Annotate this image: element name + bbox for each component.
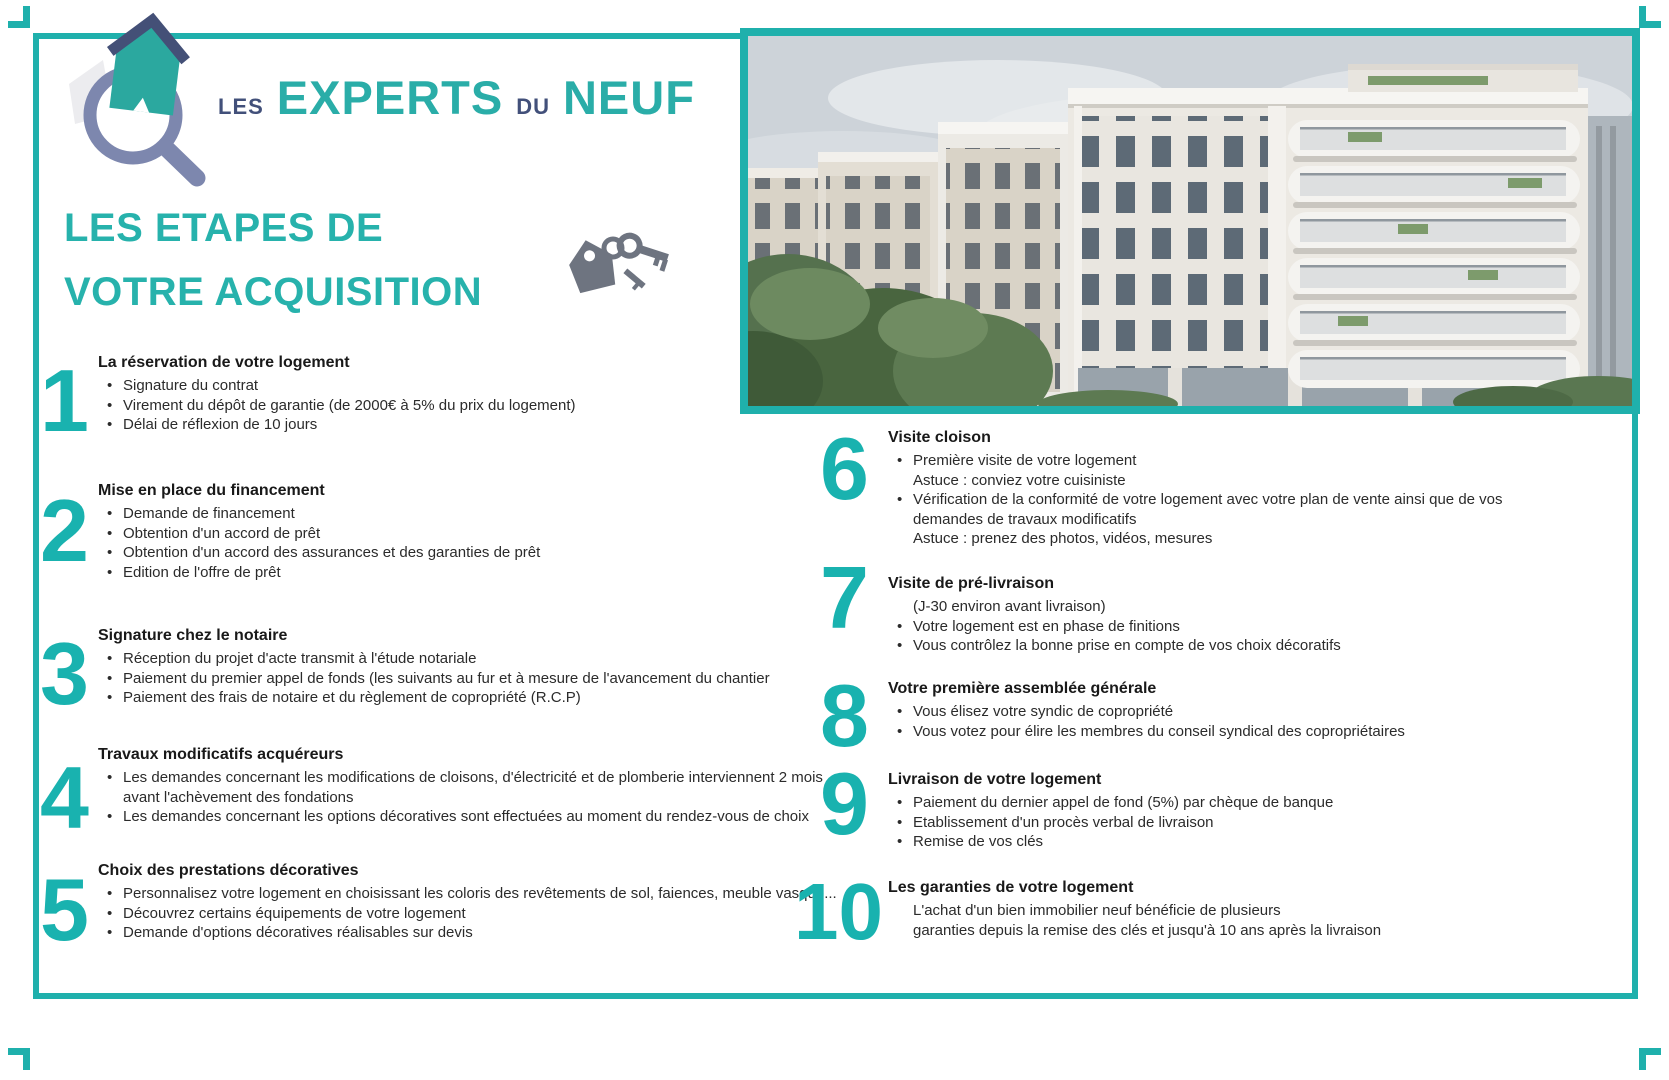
step-2-bullet-item: • Obtention d'un accord de prêt xyxy=(98,524,846,544)
step-3-bullet-item: • Paiement du premier appel de fonds (les suivants au fur et à mesure de l'avancement du chantier xyxy=(98,669,860,689)
step-5-bullet-item: • Personnalisez votre logement en choisissant les coloris des revêtements de sol, faiences, meuble vasque... xyxy=(98,884,846,904)
corner-mark-top-right xyxy=(1639,6,1661,28)
step-1-bullet-item: • Délai de réflexion de 10 jours xyxy=(98,415,846,435)
corner-mark-bottom-left xyxy=(8,1048,30,1070)
step-2-bullet-item: • Obtention d'un accord des assurances et des garanties de prêt xyxy=(98,543,846,563)
page-title xyxy=(64,196,482,324)
step-9-bullet-item: • Paiement du dernier appel de fond (5%) par chèque de banque xyxy=(888,793,1548,813)
step-10-note-item: garanties depuis la remise des clés et jusqu'à 10 ans après la livraison xyxy=(913,921,1382,939)
step-7-number: 7 xyxy=(820,548,869,647)
step-4-number: 4 xyxy=(40,748,89,847)
building-photo xyxy=(740,28,1640,414)
step-5-number: 5 xyxy=(40,860,89,959)
step-2-content xyxy=(98,480,846,582)
step-8-content xyxy=(888,678,1548,741)
step-7-bullet-item: • Votre logement est en phase de finitions xyxy=(888,617,1548,637)
step-6-title: Visite cloison xyxy=(888,429,991,446)
step-2-title: Mise en place du financement xyxy=(98,482,325,499)
step-8-bullet-item: • Vous votez pour élire les membres du conseil syndical des copropriétaires xyxy=(888,722,1548,742)
step-2-bullet-item: • Edition de l'offre de prêt xyxy=(98,563,846,583)
step-6-bullet-item: • Première visite de votre logement xyxy=(888,451,1548,471)
building-photo-art xyxy=(748,36,1632,406)
step-5-title: Choix des prestations décoratives xyxy=(98,862,359,879)
step-9-content xyxy=(888,769,1548,852)
step-7-content xyxy=(888,573,1548,656)
house-magnifier-logo-icon xyxy=(55,2,225,187)
step-8-number: 8 xyxy=(820,666,869,765)
logo-word-du: DU xyxy=(516,94,550,119)
step-4-content xyxy=(98,744,860,827)
step-2-number: 2 xyxy=(40,481,89,580)
step-7-note-item: (J-30 environ avant livraison) xyxy=(913,598,1106,615)
step-6-content xyxy=(888,427,1548,549)
step-9-bullet-item: • Remise de vos clés xyxy=(888,832,1548,852)
step-3-content xyxy=(98,625,860,708)
step-10-title: Les garanties de votre logement xyxy=(888,879,1134,896)
step-4-title: Travaux modificatifs acquéreurs xyxy=(98,746,344,763)
step-10-content xyxy=(888,877,1548,940)
step-6-number: 6 xyxy=(820,419,869,518)
step-8-bullet-item: • Vous élisez votre syndic de copropriété xyxy=(888,702,1548,722)
step-1-bullet-item: • Virement du dépôt de garantie (de 2000€ à 5% du prix du logement) xyxy=(98,396,846,416)
step-1-title: La réservation de votre logement xyxy=(98,354,350,371)
step-9-title: Livraison de votre logement xyxy=(888,771,1102,788)
logo-wordmark xyxy=(218,70,695,125)
logo-word-experts: EXPERTS xyxy=(276,71,504,124)
page-title-line1: LES ETAPES DE xyxy=(64,206,384,250)
step-9-bullet-item: • Etablissement d'un procès verbal de livraison xyxy=(888,813,1548,833)
step-3-bullet-item: • Paiement des frais de notaire et du règlement de copropriété (R.C.P) xyxy=(98,688,860,708)
step-5-bullet-item: • Découvrez certains équipements de votre logement xyxy=(98,904,846,924)
step-10-note-item: L'achat d'un bien immobilier neuf bénéficie de plusieurs xyxy=(913,902,1281,919)
step-5-bullet-item: • Demande d'options décoratives réalisables sur devis xyxy=(98,923,846,943)
page-title-line2: VOTRE ACQUISITION xyxy=(64,270,483,314)
step-9-number: 9 xyxy=(820,754,869,853)
step-2-bullet-item: • Demande de financement xyxy=(98,504,846,524)
step-5-content xyxy=(98,860,846,943)
step-7-title: Visite de pré-livraison xyxy=(888,575,1054,592)
step-6-note-item: Astuce : conviez votre cuisiniste xyxy=(913,471,1126,489)
logo-word-neuf: NEUF xyxy=(562,71,695,124)
corner-mark-bottom-right xyxy=(1639,1048,1661,1070)
step-1-bullet-item: • Signature du contrat xyxy=(98,376,846,396)
step-6-note-item: Astuce : prenez des photos, vidéos, mesures xyxy=(913,530,1213,547)
step-7-bullet-item: • Vous contrôlez la bonne prise en compte de vos choix décoratifs xyxy=(888,636,1548,656)
step-3-title: Signature chez le notaire xyxy=(98,627,288,644)
step-6-bullet-item: • Vérification de la conformité de votre logement avec votre plan de vente ainsi que de vos demandes de travaux modificatifs xyxy=(888,490,1548,529)
step-3-number: 3 xyxy=(40,624,89,723)
step-4-bullet-item: • Les demandes concernant les options décoratives sont effectuées au moment du rendez-vous de choix xyxy=(98,807,860,827)
step-4-bullet-item: • Les demandes concernant les modifications de cloisons, d'électricité et de plomberie interviennent 2 mois avant l'achèvement des fondations xyxy=(98,768,860,807)
step-8-title: Votre première assemblée générale xyxy=(888,680,1157,697)
house-keys-icon xyxy=(556,218,676,308)
logo-word-les: LES xyxy=(218,94,264,119)
step-1-content xyxy=(98,352,846,435)
corner-mark-top-left xyxy=(8,6,30,28)
step-1-number: 1 xyxy=(40,351,89,450)
step-3-bullet-item: • Réception du projet d'acte transmit à l'étude notariale xyxy=(98,649,860,669)
step-10-number: 10 xyxy=(794,867,883,956)
